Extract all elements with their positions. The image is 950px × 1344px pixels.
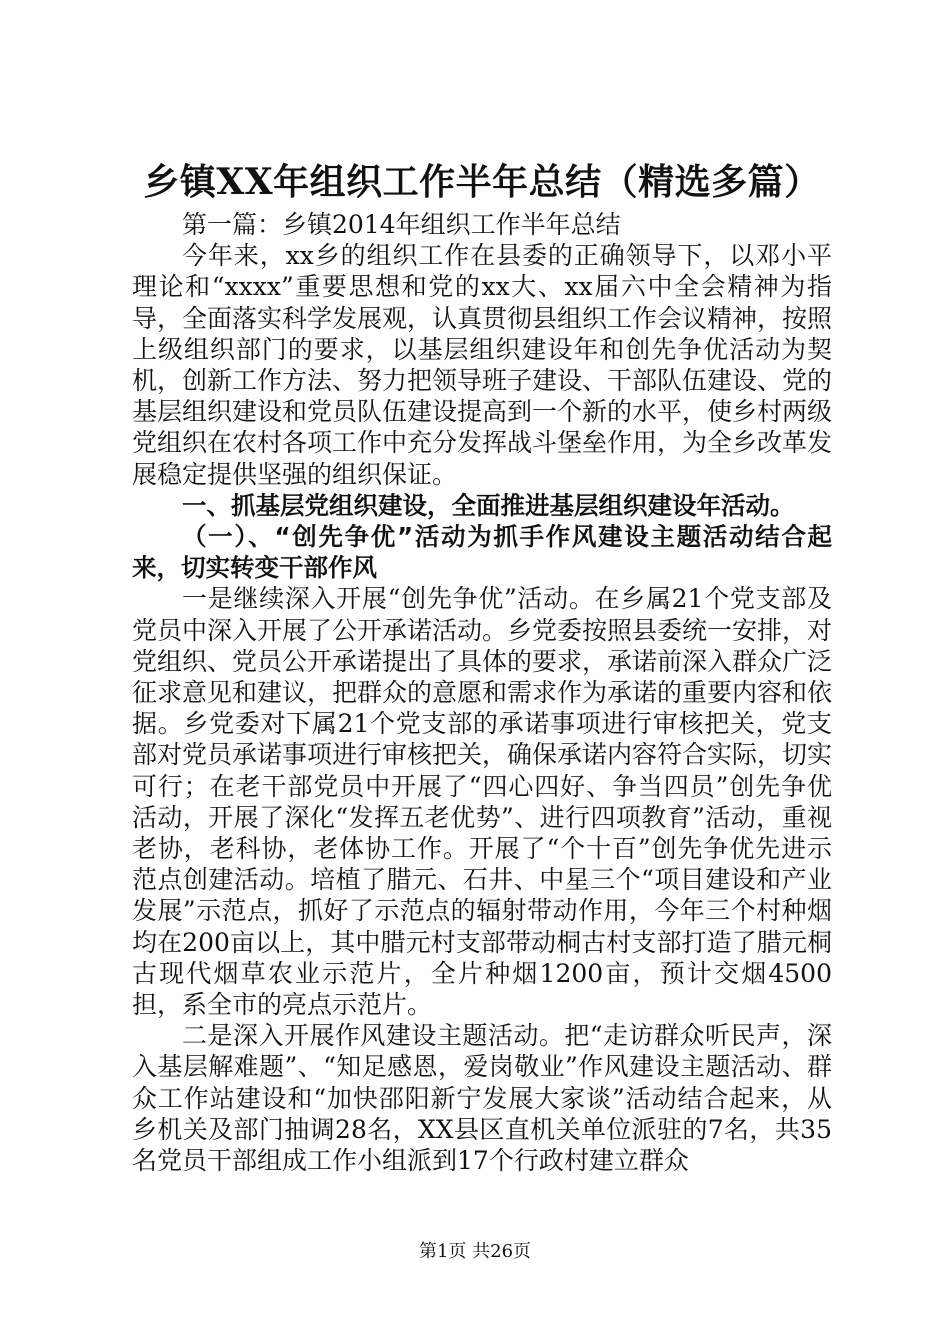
section-heading: （一）、“创先争优”活动为抓手作风建设主题活动结合起来，切实转变干部作风 xyxy=(132,522,832,583)
body-paragraph: 一是继续深入开展“创先争优”活动。在乡属21个党支部及党员中深入开展了公开承诺活动。乡党委按照县委统一安排，对党组织、党员公开承诺提出了具体的要求，承诺前深入群众广泛征求意见和建议，把群众的意愿和需求作为承诺的重要内容和依据。乡党委对下属21个党支部的承诺事项进行审核把关，党支部对党员承诺事项进行审核把关，确保承诺内容符合实际，切实可行；在老干部党员中开展了“四心四好、争当四员”创先争优活动，开展了深化“发挥五老优势”、进行四项教育”活动，重视老协，老科协，老体协工作。开展了“个十百”创先争优先进示范点创建活动。培植了腊元、石井、中星三个“项目建设和产业发展”示范点，抓好了示范点的辐射带动作用，今年三个村种烟均在200亩以上，其中腊元村支部带动桐古村支部打造了腊元桐古现代烟草农业示范片，全片种烟1200亩，预计交烟4500担，系全市的亮点示范片。 xyxy=(132,584,833,1020)
body-paragraph: 二是深入开展作风建设主题活动。把“走访群众听民声，深入基层解难题”、“知足感恩，爱岗敬业”作风建设主题活动、群众工作站建设和“加快邵阳新宁发展大家谈”活动结合起来，从乡机关及部门抽调28名，XX县区直机关单位派驻的7名，共35名党员干部组成工作小组派到17个行政村建立群众 xyxy=(132,1021,832,1176)
page-footer: 第1页 共26页 xyxy=(418,1241,532,1262)
body-paragraph: 第一篇：乡镇2014年组织工作半年总结 xyxy=(182,210,621,239)
document-body xyxy=(132,158,832,1176)
body-paragraph: 今年来，xx乡的组织工作在县委的正确领导下，以邓小平理论和“xxxx”重要思想和党的xx大、xx届六中全会精神为指导，全面落实科学发展观，认真贯彻县组织工作会议精神，按照上级组织部门的要求，以基层组织建设年和创先争优活动为契机，创新工作方法、努力把领导班子建设、干部队伍建设、党的基层组织建设和党员队伍建设提高到一个新的水平，使乡村两级党组织在农村各项工作中充分发挥战斗堡垒作用，为全乡改革发展稳定提供坚强的组织保证。 xyxy=(132,241,833,489)
document-title: 乡镇XX年组织工作半年总结（精选多篇） xyxy=(143,161,821,203)
section-heading: 一、抓基层党组织建设，全面推进基层组织建设年活动。 xyxy=(182,490,795,520)
paragraph-list xyxy=(132,209,832,1176)
